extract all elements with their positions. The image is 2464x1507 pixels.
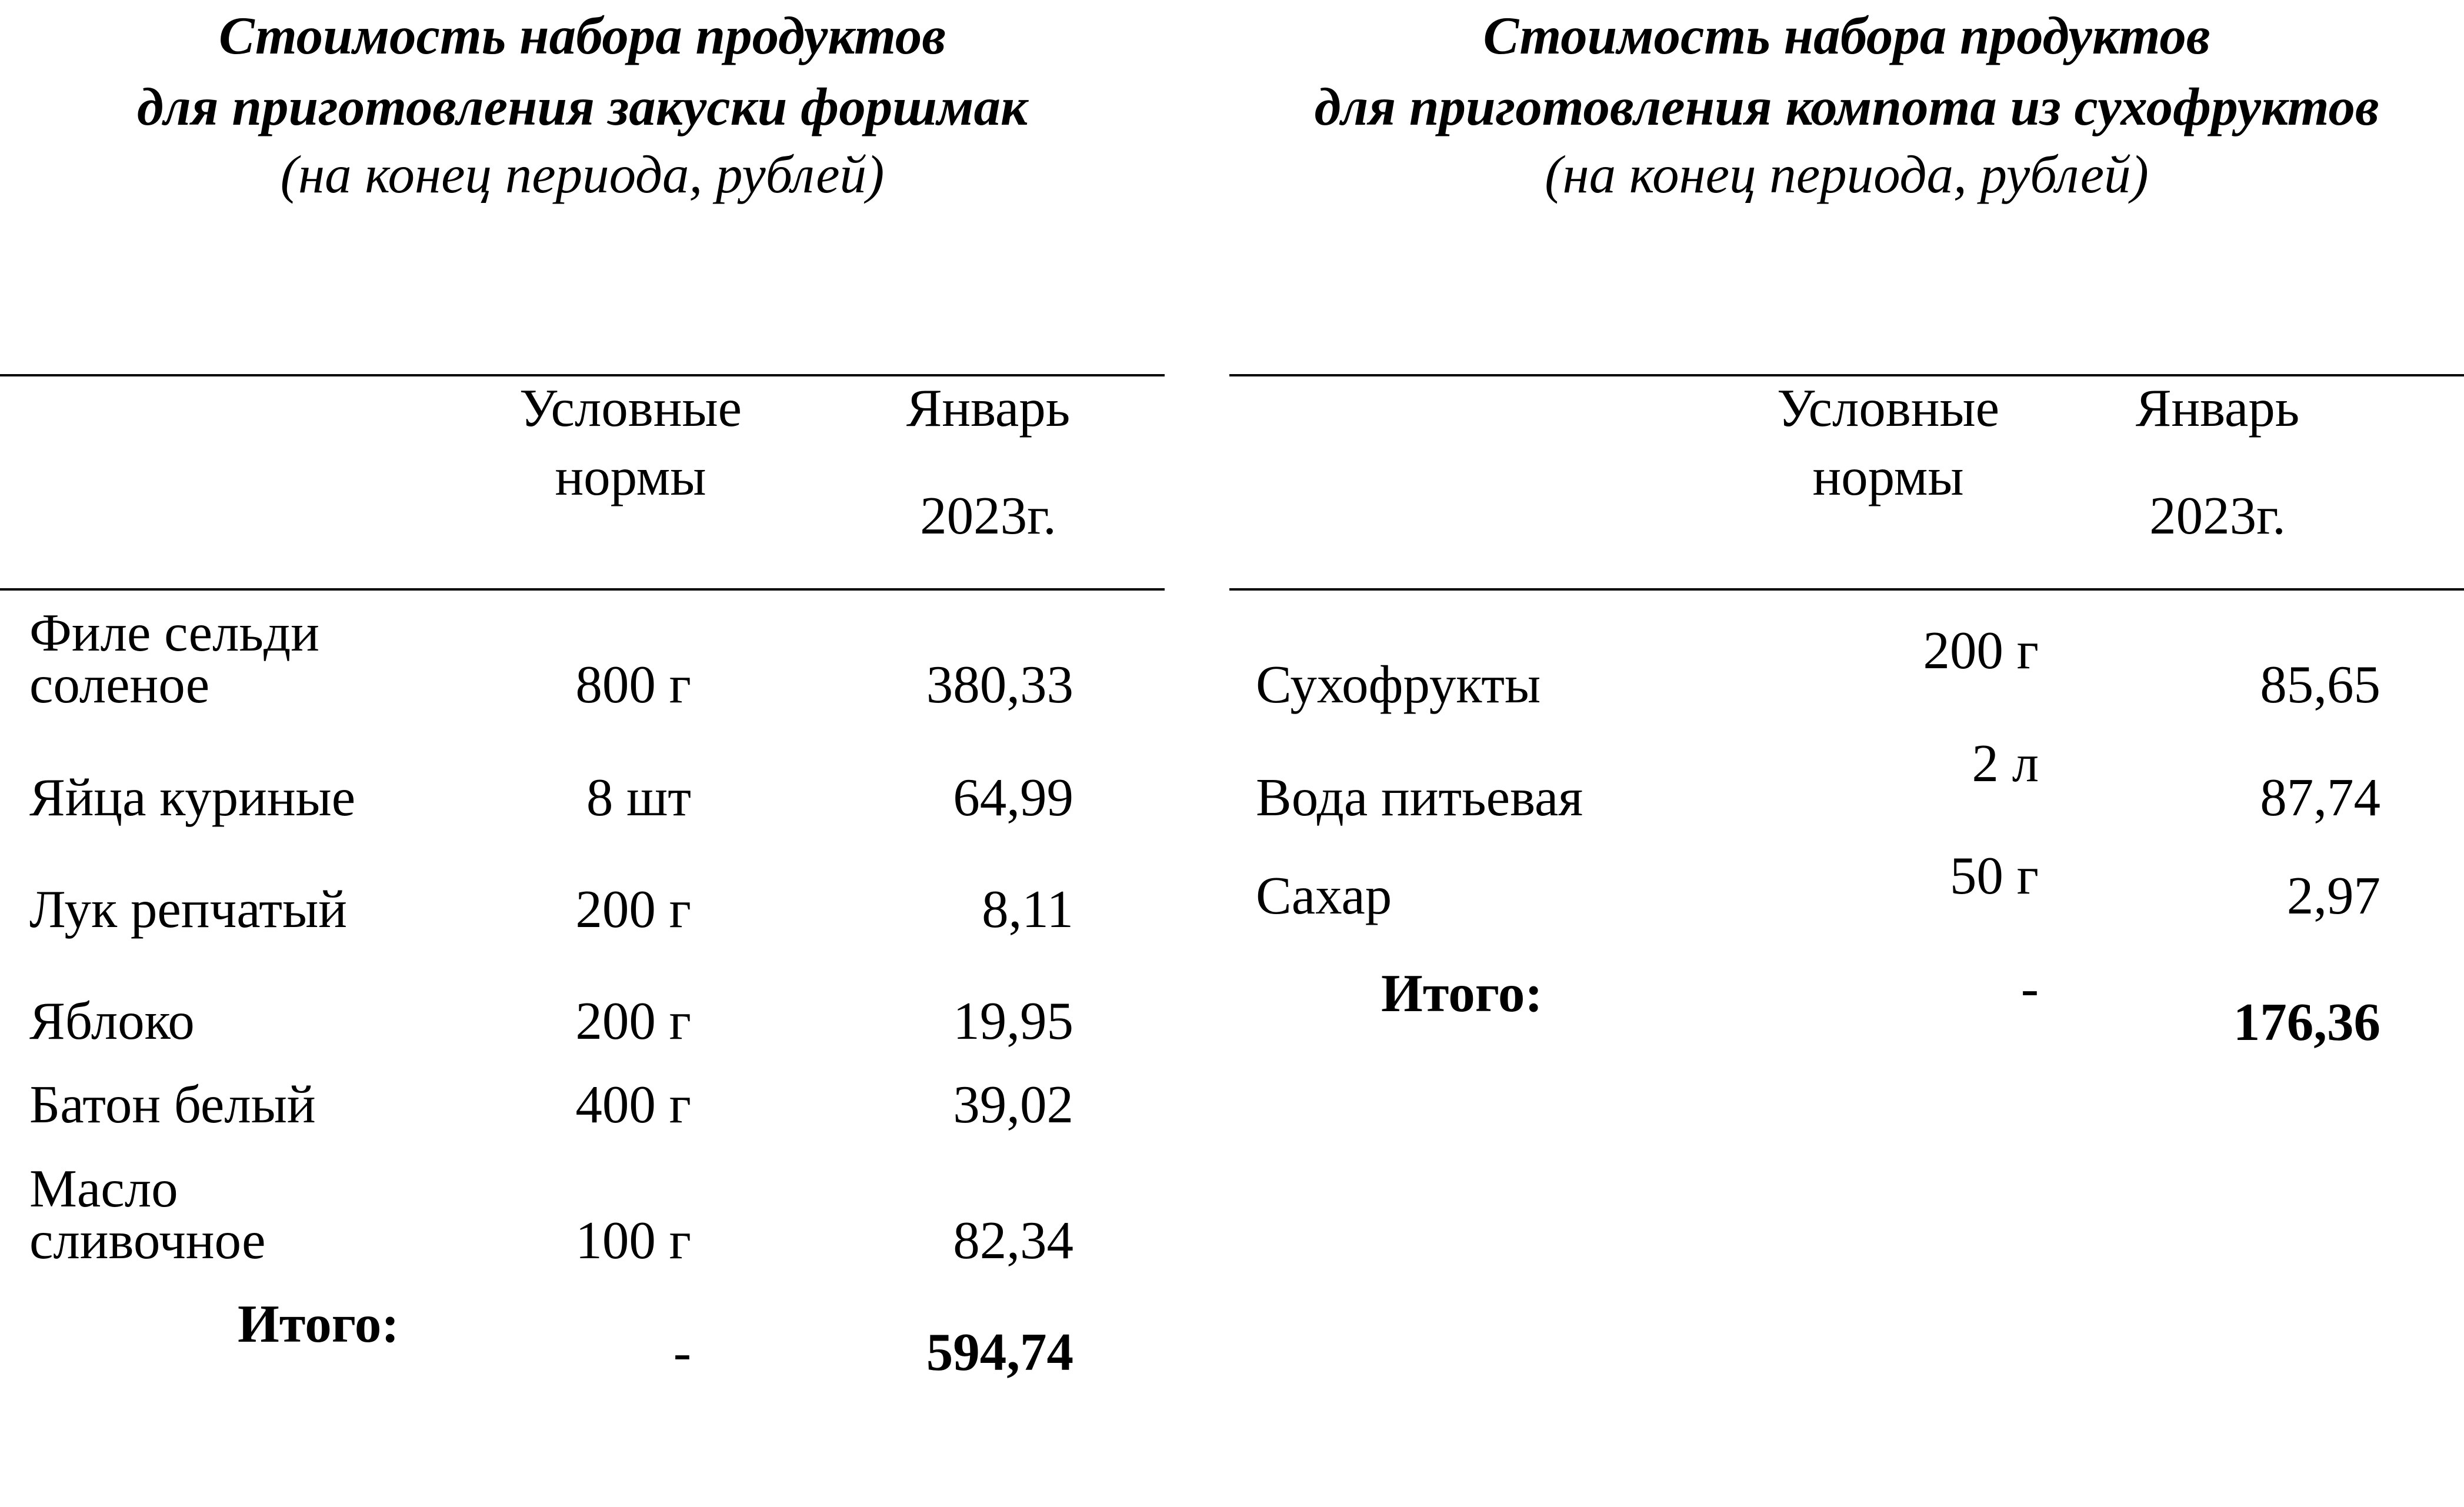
row-norm: 2 л xyxy=(1972,734,2039,793)
row-value: 39,02 xyxy=(953,1075,1073,1134)
title-line-2: для приготовления закуски форшмак xyxy=(136,77,1028,136)
row-norm: 800 г xyxy=(575,655,691,714)
row-name: Сахар xyxy=(1256,866,1392,925)
row-norm: 50 г xyxy=(1949,846,2039,905)
top-rule xyxy=(0,374,1165,376)
row-name-line1: Филе сельди xyxy=(29,603,319,662)
row-norm: 200 г xyxy=(1923,621,2039,680)
header-year: 2023г. xyxy=(920,486,1056,545)
row-value: 380,33 xyxy=(926,655,1073,714)
row-norm: 400 г xyxy=(575,1075,691,1134)
row-name: Сухофрукты xyxy=(1256,655,1541,714)
header-norms-line2: нормы xyxy=(555,447,706,506)
total-value: 594,74 xyxy=(926,1322,1073,1382)
title-line-2: для приготовления компота из сухофруктов xyxy=(1314,77,2379,136)
row-norm: 200 г xyxy=(575,991,691,1051)
table-subtitle: (на конец периода, рублей) xyxy=(280,145,885,204)
row-value: 19,95 xyxy=(953,991,1073,1051)
header-norms-line2: нормы xyxy=(1812,447,1964,506)
header-norms-line1: Условные xyxy=(519,378,742,438)
table-title xyxy=(0,0,1165,207)
table-subtitle: (на конец периода, рублей) xyxy=(1545,145,2149,204)
total-value: 176,36 xyxy=(2233,992,2380,1052)
row-value: 2,97 xyxy=(2286,866,2380,925)
header-rule xyxy=(0,588,1165,591)
row-name: Яйца куриные xyxy=(29,768,356,827)
row-name: Батон белый xyxy=(29,1075,316,1134)
total-label: Итого: xyxy=(1381,963,1543,1023)
row-value: 8,11 xyxy=(982,879,1073,939)
total-norm: - xyxy=(2020,958,2039,1018)
title-line-1: Стоимость набора продуктов xyxy=(1483,6,2210,65)
row-name-line2: сливочное xyxy=(29,1211,266,1270)
total-norm: - xyxy=(673,1322,691,1382)
row-name: Вода питьевая xyxy=(1256,768,1583,827)
forshmak-cost-table xyxy=(0,0,1165,1507)
total-label: Итого: xyxy=(238,1294,399,1353)
title-line-1: Стоимость набора продуктов xyxy=(219,6,946,65)
header-norms-line1: Условные xyxy=(1777,378,1999,438)
row-name: Яблоко xyxy=(29,991,195,1051)
row-value: 87,74 xyxy=(2260,768,2380,827)
row-norm: 100 г xyxy=(575,1211,691,1270)
header-year: 2023г. xyxy=(2149,486,2286,545)
row-name: Лук репчатый xyxy=(29,879,347,939)
row-value: 82,34 xyxy=(953,1211,1073,1270)
table-title xyxy=(1229,0,2464,207)
header-month: Январь xyxy=(906,378,1071,438)
row-name-line1: Масло xyxy=(29,1159,178,1218)
row-norm: 8 шт xyxy=(586,768,691,827)
row-value: 85,65 xyxy=(2260,655,2380,714)
header-rule xyxy=(1229,588,2464,591)
header-month: Январь xyxy=(2135,378,2300,438)
row-norm: 200 г xyxy=(575,879,691,939)
compote-cost-table xyxy=(1229,0,2464,1507)
row-name-line2: соленое xyxy=(29,655,210,714)
top-rule xyxy=(1229,374,2464,376)
row-value: 64,99 xyxy=(953,768,1073,827)
